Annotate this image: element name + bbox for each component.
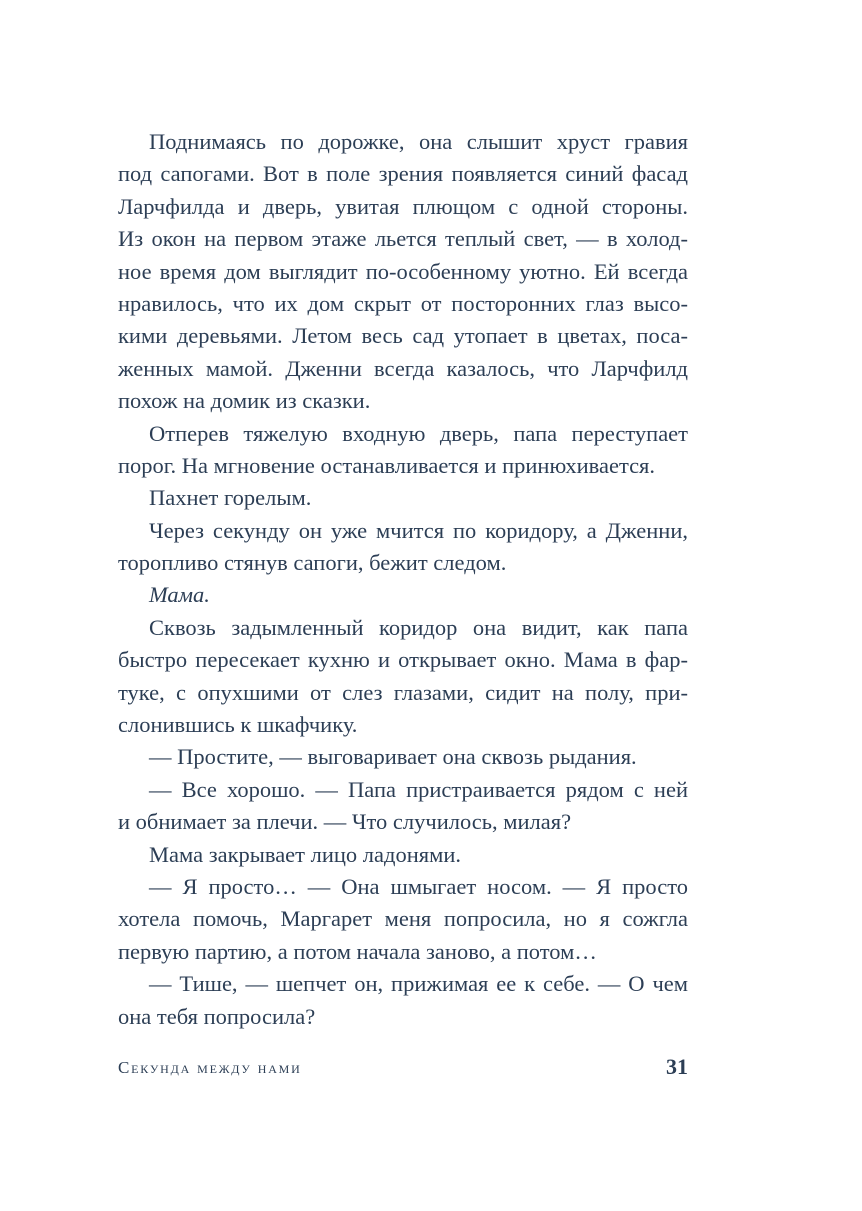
- page-footer: [118, 1052, 688, 1088]
- body-text: [118, 126, 688, 1033]
- text-line: Из окон на первом этаже льется теплый свет, — в холод-: [118, 226, 688, 252]
- text-line: Мама.: [149, 582, 210, 608]
- text-line: и обнимает за плечи. — Что случилось, милая?: [118, 809, 572, 835]
- running-title: Секунда между нами: [118, 1058, 302, 1077]
- text-line: — Тише, — шепчет он, прижимая ее к себе. — О чем: [149, 971, 688, 997]
- text-line: Пахнет горелым.: [149, 485, 312, 511]
- text-line: Через секунду он уже мчится по коридору, а Дженни,: [149, 517, 688, 543]
- text-line: — Простите, — выговаривает она сквозь рыдания.: [149, 744, 637, 770]
- text-line: — Все хорошо. — Папа пристраивается рядом с ней: [149, 776, 688, 802]
- text-line: нравилось, что их дом скрыт от посторонних глаз высо-: [118, 290, 688, 316]
- text-line: кими деревьями. Летом весь сад утопает в цветах, поса-: [118, 323, 688, 349]
- text-line: торопливо стянув сапоги, бежит следом.: [118, 550, 507, 576]
- text-line: туке, с опухшими от слез глазами, сидит на полу, при-: [118, 679, 688, 705]
- text-line: — Я просто… — Она шмыгает носом. — Я просто: [149, 873, 688, 899]
- text-line: под сапогами. Вот в поле зрения появляется синий фасад: [118, 161, 688, 187]
- text-line: Мама закрывает лицо ладонями.: [149, 841, 462, 867]
- text-line: она тебя попросила?: [118, 1003, 316, 1029]
- text-line: похож на домик из сказки.: [118, 388, 371, 414]
- text-line: женных мамой. Дженни всегда казалось, что Ларчфилд: [118, 355, 688, 381]
- text-line: порог. На мгновение останавливается и принюхивается.: [118, 452, 656, 478]
- text-line: Сквозь задымленный коридор она видит, как папа: [149, 614, 688, 640]
- text-line: быстро пересекает кухню и открывает окно. Мама в фар-: [118, 647, 688, 673]
- text-line: Поднимаясь по дорожке, она слышит хруст гравия: [149, 129, 688, 154]
- text-line: Ларчфилда и дверь, увитая плющом с одной стороны.: [118, 193, 688, 219]
- page-number: 31: [666, 1054, 688, 1079]
- text-line: слонившись к шкафчику.: [118, 712, 358, 738]
- text-line: ное время дом выглядит по-особенному уютно. Ей всегда: [118, 258, 688, 284]
- text-line: первую партию, а потом начала заново, а потом…: [118, 938, 597, 964]
- text-line: хотела помочь, Маргарет меня попросила, но я сожгла: [118, 906, 688, 932]
- text-line: Отперев тяжелую входную дверь, папа переступает: [149, 420, 688, 446]
